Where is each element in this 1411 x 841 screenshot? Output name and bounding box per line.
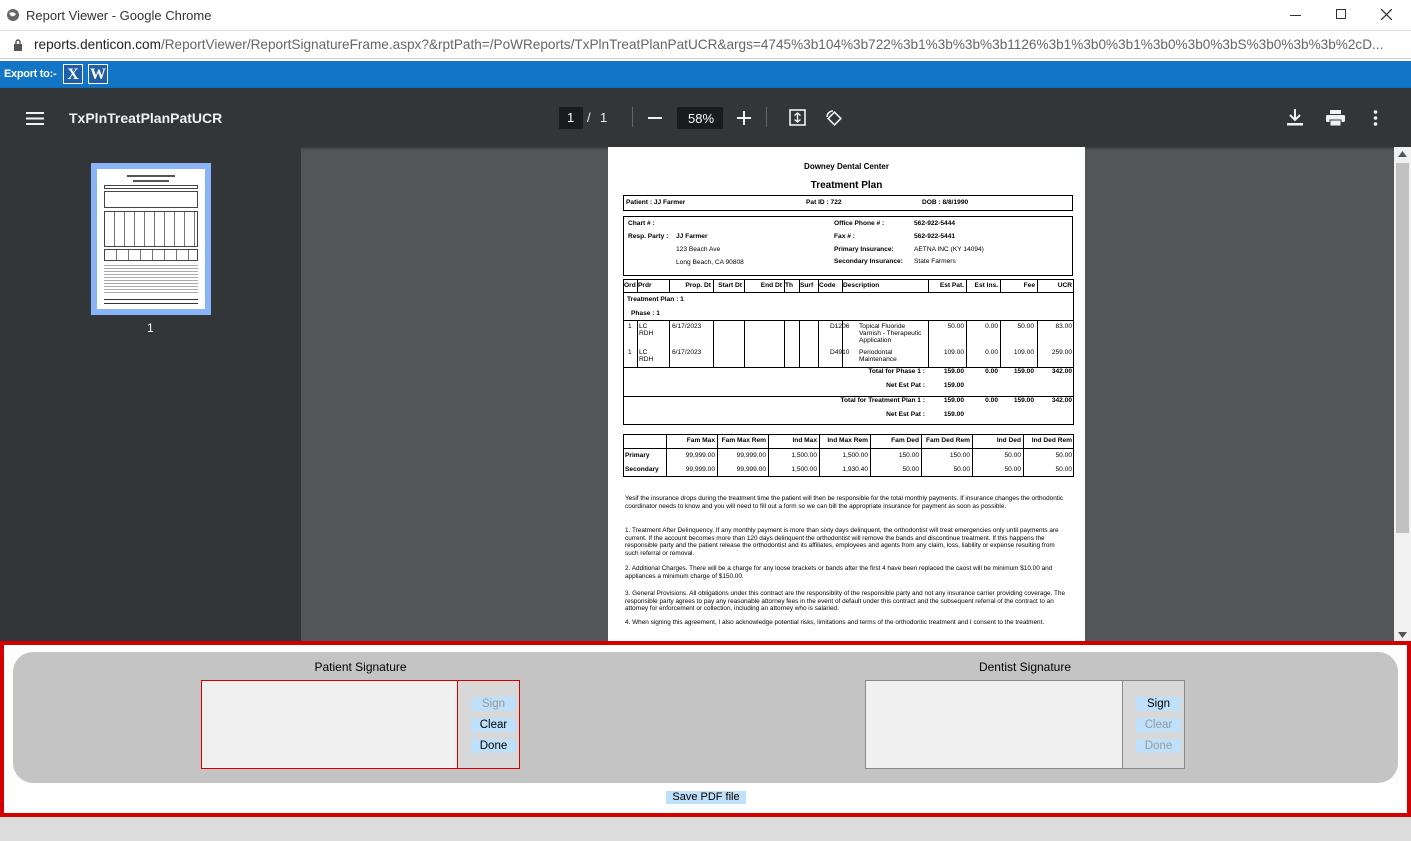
patient-clear-button[interactable]: Clear [471,718,516,732]
proc-ord: 1 [628,349,632,356]
report-center: Downey Dental Center [804,162,889,171]
download-icon[interactable] [1287,109,1303,126]
print-icon[interactable] [1326,110,1345,126]
dentist-signature-title: Dentist Signature [978,660,1072,674]
proc-est-ins: 0.00 [985,323,998,330]
phase-label: Phase : 1 [631,310,660,317]
terms-paragraph: Yesif the insurance drops during the treatment time the patient will then be responsible for the total monthly payments. If insurance changes the orthodontic coordinator needs to know and you will need to fill out a form so we can bill the appropriate insurance for payment as soon as possible. [625,495,1064,510]
insurance-cell: 50.00 [1004,452,1021,459]
insurance-cell: 99,999.00 [736,466,766,473]
patient-box [623,195,1073,211]
url-path: /ReportViewer/ReportSignatureFrame.aspx?&rptPath=/PoWReports/TxPlnTreatPlanPatUCR&args=4745%3b104%3b722%3b1%3b%3b%3b1126%3b1%3b0%3b1%3b0%3b0%3bS%3b0%3b%3b%2cD... [160,37,1384,52]
secondary-insurance-label: Secondary Insurance: [834,258,903,265]
insurance-cell: 150.00 [898,452,919,459]
patient-signature-pad[interactable] [201,680,458,769]
table-header-end-dt: End Dt [760,282,782,289]
table-header-prdr: Prdr [638,282,652,289]
address-line1: 123 Beach Ave [676,246,721,253]
chart-label: Chart # : [628,220,655,227]
proc-fee: 109.00 [1013,349,1034,356]
table-rule [623,320,1074,321]
vertical-scrollbar[interactable] [1394,147,1411,641]
terms-paragraph: 2. Additional Charges. There will be a charge for any loose brackets or bands after the first 4 have been replaced the caost will be minimum $10.00 and appliances a minimum charge of $150.00. [625,565,1053,580]
table-column-rule [669,320,670,367]
divider [632,107,633,127]
office-phone: 562-922-5444 [914,220,956,227]
phase-total-ins: 0.00 [985,368,998,375]
report-page [608,147,1085,641]
plan-total-ucr: 342.00 [1051,397,1072,404]
table-rule [623,292,1074,293]
proc-provider: LC [639,349,648,356]
fax: 562-922-5441 [914,233,956,240]
insurance-header: Fam Ded [891,437,919,444]
fax-label: Fax # : [834,233,855,240]
patient-dob: DOB : 8/8/1990 [922,199,969,206]
table-column-rule [637,320,638,367]
page-thumbnail[interactable] [91,163,211,315]
table-header-code: Code [819,282,836,289]
table-column-rule [799,320,800,367]
phase-total-fee: 159.00 [1013,368,1034,375]
address-line2: Long Beach, CA 90808 [676,259,744,266]
divider [766,107,767,127]
table-header-fee: Fee [1023,282,1035,289]
insurance-cell: 50.00 [1004,466,1021,473]
net-est-label: Net Est Pat : [886,382,925,389]
insurance-cell: 150.00 [949,452,970,459]
zoom-out-icon[interactable] [648,117,662,119]
proc-prop-date: 6/17/2023 [672,323,702,330]
table-header-th: Th [785,282,794,289]
insurance-cell: 50.00 [953,466,970,473]
phase-total-label: Total for Phase 1 : [868,368,925,375]
table-header-est-ins-: Est Ins. [974,282,998,289]
menu-icon[interactable] [26,112,44,125]
plan-total-ins: 0.00 [985,397,998,404]
insurance-cell: 50.00 [1055,466,1072,473]
export-excel-button[interactable]: X [63,64,83,84]
proc-est-pat: 109.00 [943,349,964,356]
insurance-header: Ind Max Rem [827,437,868,444]
insurance-row-name: Secondary [625,466,659,473]
terms-paragraph: 3. General Provisions. All obligations under this contract are the responsiblity of the responsible party and not any insurance carrier providing coverage. The responsible party agrees to pay any reasonable attorney fees in the event of default under this contract and the subsequent referral of the contract to an attorney for enforcement or collection, including an attorney who is salaried. [625,590,1066,613]
proc-provider-role: RDH [639,330,654,337]
maximize-icon[interactable] [1336,9,1346,19]
globe-icon [6,8,20,22]
proc-provider: LC [639,323,648,330]
zoom-in-icon[interactable] [737,111,751,125]
dentist-sign-button[interactable]: Sign [1136,697,1181,711]
phase-total-pat: 159.00 [943,368,964,375]
plan-total-fee: 159.00 [1013,397,1034,404]
proc-desc: Topical Fluoride [859,323,906,330]
insurance-cell: 1,500.00 [842,452,868,459]
export-label: Export to:- [4,68,57,80]
office-phone-label: Office Phone # : [834,220,885,227]
proc-ord: 1 [628,323,632,330]
insurance-cell: 99,999.00 [685,466,715,473]
status-strip [0,817,1411,841]
more-options-icon[interactable] [1373,110,1378,126]
table-rule [623,448,1074,449]
url-text[interactable] [34,37,1399,52]
net-est-value-2: 159.00 [943,411,964,418]
minimize-icon[interactable] [1290,15,1301,16]
insurance-cell: 99,999.00 [685,452,715,459]
window-titlebar [0,0,1411,31]
terms-paragraph: 4. When signing this agreement, I also acknowledge potential risks, limitations and terms of the orthodontic treatment and I consent to the treatment. [625,619,1045,626]
table-column-rule [744,320,745,367]
terms-paragraph: 1. Treatment After Delinquency. If any monthly payment is more than sixty days delinquent, the orthodontist will treat emergencies only until payments are current. If the account becomes more than 120 days delinquent the orthodontist will remove the bands and discontinue treatment. If this happens the responsible party and the patient release the orthodontist and its affiliates, employees and agents from any claim, loss, liability or expense resulting from such referral or removal. [625,527,1059,557]
proc-ucr: 259.00 [1051,349,1072,356]
table-header-surf: Surf [800,282,814,289]
insurance-row-name: Primary [625,452,650,459]
insurance-cell: 1,930.40 [842,466,868,473]
proc-fee: 50.00 [1017,323,1034,330]
window-title: Report Viewer - Google Chrome [26,8,212,23]
patient-done-button[interactable]: Done [471,739,516,753]
phase-total-ucr: 342.00 [1051,368,1072,375]
table-column-rule [784,320,785,367]
proc-est-ins: 0.00 [985,349,998,356]
address-bar[interactable] [0,31,1411,59]
primary-insurance-label: Primary Insurance: [834,246,894,253]
export-bar [0,61,1411,88]
primary-insurance: AETNA INC (KY 14094) [914,246,984,253]
patient-signature-title: Patient Signature [314,660,407,674]
proc-desc-2: Varnish - Therapeutic [859,330,922,337]
insurance-header: Ind Ded [996,437,1021,444]
insurance-header: Fam Ded Rem [926,437,970,444]
page-number: 1 [567,110,575,125]
secondary-insurance: State Farmers [914,258,956,265]
table-header-description: Description [843,282,880,289]
table-header-start-dt: Start Dt [718,282,742,289]
table-header-est-pat-: Est Pat. [939,282,964,289]
report-title: Treatment Plan [810,180,883,191]
proc-desc-2: Maintenance [859,356,897,363]
export-word-button[interactable]: W [90,66,106,83]
page-total: 1 [600,110,608,125]
insurance-header: Fam Max [686,437,715,444]
dentist-signature-pad[interactable] [865,680,1123,769]
insurance-cell: 50.00 [1055,452,1072,459]
resp-name: JJ Farmer [676,233,708,240]
save-pdf-button[interactable]: Save PDF file [666,791,746,804]
net-est-label-2: Net Est Pat : [886,411,925,418]
insurance-header: Ind Max [792,437,817,444]
thumbnail-sidebar [0,147,301,641]
scroll-up-icon[interactable] [1398,151,1407,157]
pdf-title: TxPlnTreatPlanPatUCR [69,110,223,126]
thumbnail-page-number: 1 [147,321,154,335]
dentist-done-button[interactable]: Done [1136,739,1181,753]
insurance-cell: 50.00 [902,466,919,473]
insurance-cell: 1,500.00 [791,452,817,459]
table-header-ord: Ord [624,282,636,289]
scrollbar-thumb[interactable] [1396,163,1409,533]
resp-label: Resp. Party : [628,233,669,240]
net-est-value: 159.00 [943,382,964,389]
proc-desc: Periodontal [859,349,893,356]
rotate-icon[interactable] [824,108,843,127]
proc-provider-role: RDH [639,356,654,363]
table-header-ucr: UCR [1057,282,1072,289]
insurance-header: Ind Ded Rem [1031,437,1072,444]
fit-page-icon[interactable] [789,109,806,126]
patient-id: Pat ID : 722 [806,199,842,206]
dentist-clear-button[interactable]: Clear [1136,718,1181,732]
zoom-value: 58% [688,111,715,126]
patient-name: Patient : JJ Farmer [626,199,686,206]
proc-desc-3: Application [859,337,892,344]
plan-label: Treatment Plan : 1 [627,296,684,303]
proc-code: D1206 [830,323,850,330]
insurance-header: Fam Max Rem [721,437,766,444]
table-header-prop-dt: Prop. Dt [685,282,711,289]
proc-est-pat: 50.00 [947,323,964,330]
url-host: reports.denticon.com [34,37,161,52]
proc-ucr: 83.00 [1055,323,1072,330]
insurance-cell: 1,500.00 [791,466,817,473]
plan-total-label: Total for Treatment Plan 1 : [840,397,925,404]
table-column-rule [818,320,819,367]
patient-sign-button[interactable]: Sign [471,697,516,711]
pdf-toolbar [0,88,1411,147]
page-separator: / [587,110,591,125]
close-icon[interactable] [1381,9,1392,20]
proc-prop-date: 6/17/2023 [672,349,702,356]
table-column-rule [713,320,714,367]
plan-total-pat: 159.00 [943,397,964,404]
lock-icon [13,39,23,51]
insurance-cell: 99,999.00 [736,452,766,459]
proc-code: D4910 [830,349,850,356]
scroll-down-icon[interactable] [1398,632,1407,638]
